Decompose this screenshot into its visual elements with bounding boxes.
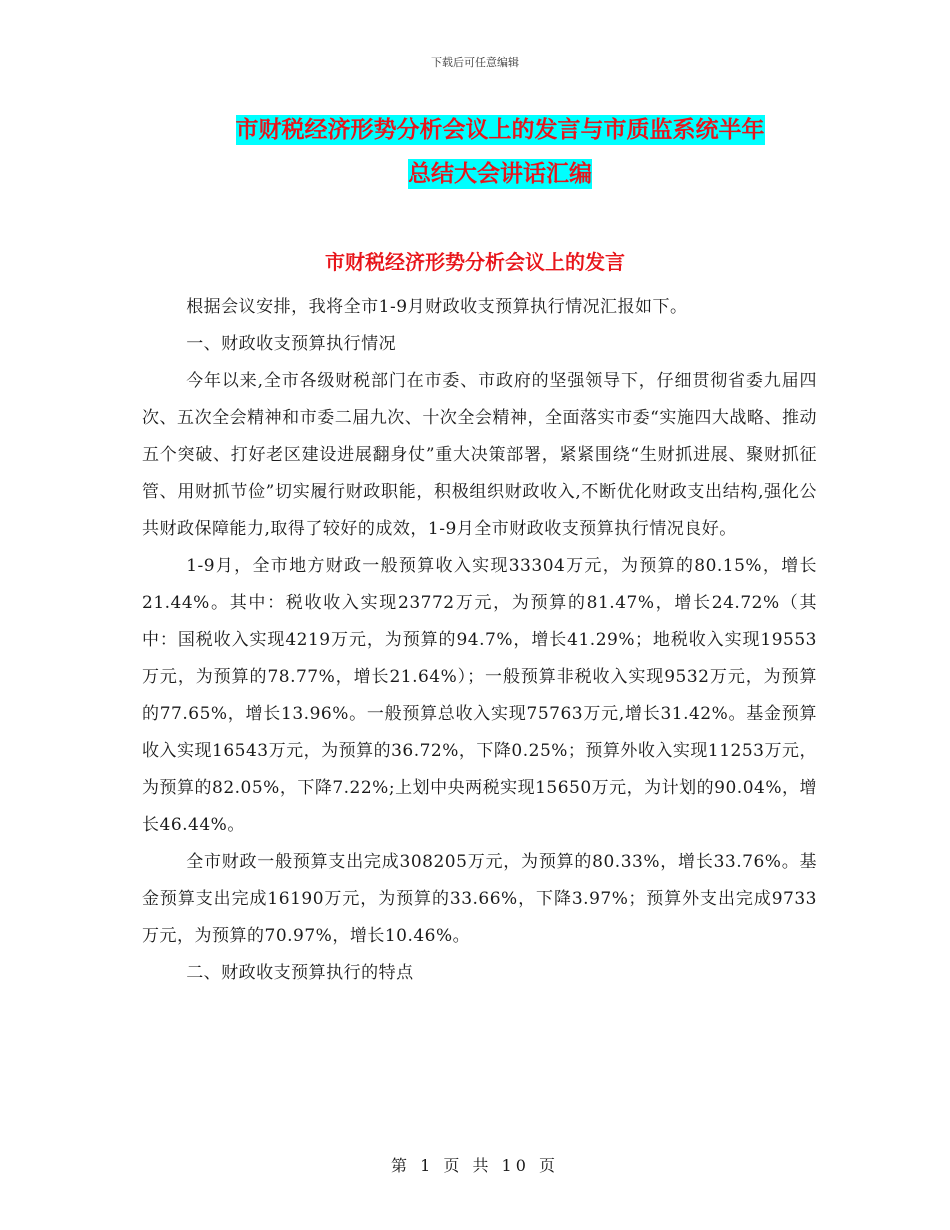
paragraph: 今年以来,全市各级财税部门在市委、市政府的坚强领导下，仔细贯彻省委九届四次、五次全会精神和市委二届九次、十次全会精神，全面落实市委“实施四大战略、推动五个突破、打好老区建设进展翻身仗”重大决策部署，紧紧围绕“生财抓进展、聚财抓征管、用财抓节俭”切实履行财政职能，积极组织财政收入,不断优化财政支出结构,强化公共财政保障能力,取得了较好的成效，1-9月全市财政收支预算执行情况良好。 (142, 371, 817, 539)
page-footer: 第 1 页 共 10 页 (391, 1156, 559, 1175)
paragraph: 根据会议安排，我将全市1-9月财政收支预算执行情况汇报如下。 (186, 297, 688, 317)
paragraph: 全市财政一般预算支出完成308205万元，为预算的80.33%，增长33.76%。基金预算支出完成16190万元，为预算的33.66%，下降3.97%；预算外支出完成9733万元，为预算的70.97%，增长10.46%。 (142, 852, 817, 946)
paragraph: 1-9月，全市地方财政一般预算收入实现33304万元，为预算的80.15%，增长21.44%。其中：税收收入实现23772万元，为预算的81.47%，增长24.72%（其中：国税收入实现4219万元，为预算的94.7%，增长41.29%；地税收入实现19553万元，为预算的78.77%，增长21.64%）；一般预算非税收入实现9532万元，为预算的77.65%，增长13.96%。一般预算总收入实现75763万元,增长31.42%。基金预算收入实现16543万元，为预算的36.72%，下降0.25%；预算外收入实现11253万元，为预算的82.05%，下降7.22%;上划中央两税实现15650万元，为计划的90.04%，增长46.44%。 (142, 556, 817, 835)
title-line-1: 市财税经济形势分析会议上的发言与市质监系统半年 (235, 117, 765, 143)
header-note: 下载后可任意编辑 (431, 56, 519, 69)
title-line-2: 总结大会讲话汇编 (408, 161, 592, 187)
document-body (142, 289, 817, 992)
paragraph-heading: 二、财政收支预算执行的特点 (186, 963, 414, 983)
paragraph-heading: 一、财政收支预算执行情况 (186, 334, 397, 354)
document-title (150, 108, 850, 196)
section-title: 市财税经济形势分析会议上的发言 (325, 250, 625, 274)
